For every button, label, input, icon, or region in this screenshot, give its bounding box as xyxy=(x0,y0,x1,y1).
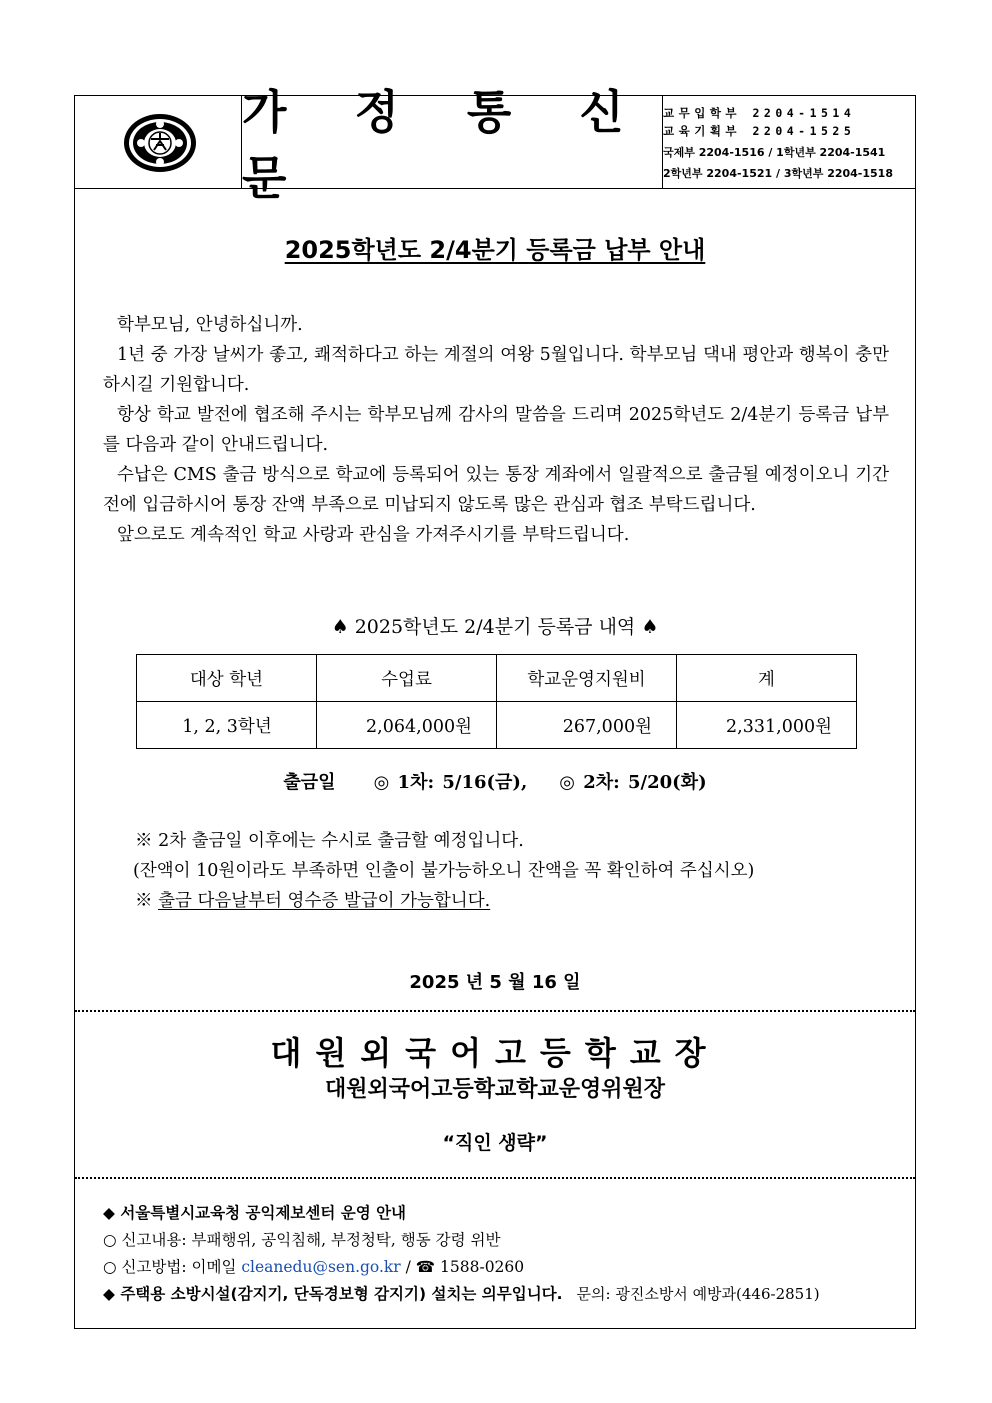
table-header-cell: 수업료 xyxy=(317,655,497,702)
contact-line: 국제부 2204-1516 / 1학년부 2204-1541 xyxy=(663,146,886,159)
footer-line: ◆ 서울특별시교육청 공익제보센터 운영 안내 xyxy=(103,1204,407,1222)
payment-dates xyxy=(75,768,915,794)
paragraph: 수납은 CMS 출금 방식으로 학교에 등록되어 있는 통장 계좌에서 일괄적으로 출금될 예정이오니 기간 전에 입금하시어 통장 잔액 부족으로 미납되지 않도록 많은 관심과 협조 부탁드립니다. xyxy=(103,465,889,515)
contact-line: 교무입학부 2204-1514 xyxy=(663,106,856,120)
paragraph: 항상 학교 발전에 협조해 주시는 학부모님께 감사의 말씀을 드리며 2025학년도 2/4분기 등록금 납부를 다음과 같이 안내드립니다. xyxy=(103,405,889,455)
school-emblem-icon xyxy=(121,112,199,174)
logo-cell xyxy=(75,96,242,188)
contact-cell xyxy=(663,96,915,188)
fire-contact: 문의: 광진소방서 예방과(446-2851) xyxy=(576,1285,820,1303)
payment-first: ◎ 1차: 5/16(금), xyxy=(373,772,528,793)
footer-line: ○ 신고내용: 부패행위, 공익침해, 부정청탁, 행동 강령 위반 xyxy=(103,1231,501,1249)
contact-line: 2학년부 2204-1521 / 3학년부 2204-1518 xyxy=(663,167,893,180)
phone-number: / ☎ 1588-0260 xyxy=(400,1258,525,1276)
principal-name: 대원외국어고등학교장 xyxy=(270,1034,720,1072)
note-mark: ※ xyxy=(135,891,153,911)
document-frame xyxy=(74,85,916,1329)
table-header-cell: 대상 학년 xyxy=(137,655,317,702)
contact-line: 교육기획부 2204-1525 xyxy=(663,124,856,138)
notes xyxy=(133,826,754,916)
notice-body xyxy=(103,310,889,550)
footer-line xyxy=(103,1281,820,1308)
note-underlined: 출금 다음날부터 영수증 발급이 가능합니다. xyxy=(158,891,491,911)
divider xyxy=(75,1010,915,1012)
table-cell: 267,000원 xyxy=(497,702,677,749)
fire-notice: ◆ 주택용 소방시설(감지기, 단독경보형 감지기) 설치는 의무입니다. xyxy=(103,1285,563,1303)
note-line: ※ 2차 출금일 이후에는 수시로 출금할 예정입니다. xyxy=(135,831,524,851)
fee-table-title: ♠ 2025학년도 2/4분기 등록금 내역 ♠ xyxy=(331,616,659,638)
newsletter-title: 가 정 통 신 문 xyxy=(242,85,650,205)
seal-note: “직인 생략” xyxy=(442,1132,548,1154)
header xyxy=(75,85,915,205)
paragraph: 1년 중 가장 날씨가 좋고, 쾌적하다고 하는 계절의 여왕 5월입니다. 학부모님 댁내 평안과 행복이 충만하시길 기원합니다. xyxy=(103,345,889,395)
payment-label: 출금일 xyxy=(283,772,336,793)
email-link[interactable]: cleanedu@sen.go.kr xyxy=(241,1258,401,1276)
note-line xyxy=(133,886,754,916)
footer-line xyxy=(103,1254,820,1281)
notice-title xyxy=(75,230,915,265)
table-header-cell: 계 xyxy=(677,655,857,702)
committee-name: 대원외국어고등학교학교운영위원장 xyxy=(324,1077,666,1102)
report-method-label: ○ 신고방법: 이메일 xyxy=(103,1258,242,1276)
table-header-cell: 학교운영지원비 xyxy=(497,655,677,702)
paragraph: 앞으로도 계속적인 학교 사랑과 관심을 가져주시기를 부탁드립니다. xyxy=(117,525,630,545)
issue-date: 2025 년 5 월 16 일 xyxy=(409,972,581,993)
paragraph: 학부모님, 안녕하십니까. xyxy=(117,315,303,335)
fee-table xyxy=(136,654,857,749)
table-cell: 1, 2, 3학년 xyxy=(137,702,317,749)
table-cell: 2,064,000원 xyxy=(317,702,497,749)
table-row xyxy=(137,702,857,749)
footer xyxy=(103,1200,820,1308)
table-cell: 2,331,000원 xyxy=(677,702,857,749)
notice-title-text: 2025학년도 2/4분기 등록금 납부 안내 xyxy=(284,236,706,264)
divider xyxy=(75,1177,915,1179)
newsletter-title-cell xyxy=(242,85,663,205)
table-header-row xyxy=(137,655,857,702)
note-line: (잔액이 10원이라도 부족하면 인출이 불가능하오니 잔액을 꼭 확인하여 주십시오) xyxy=(133,861,755,881)
payment-second: ◎ 2차: 5/20(화) xyxy=(559,772,707,793)
